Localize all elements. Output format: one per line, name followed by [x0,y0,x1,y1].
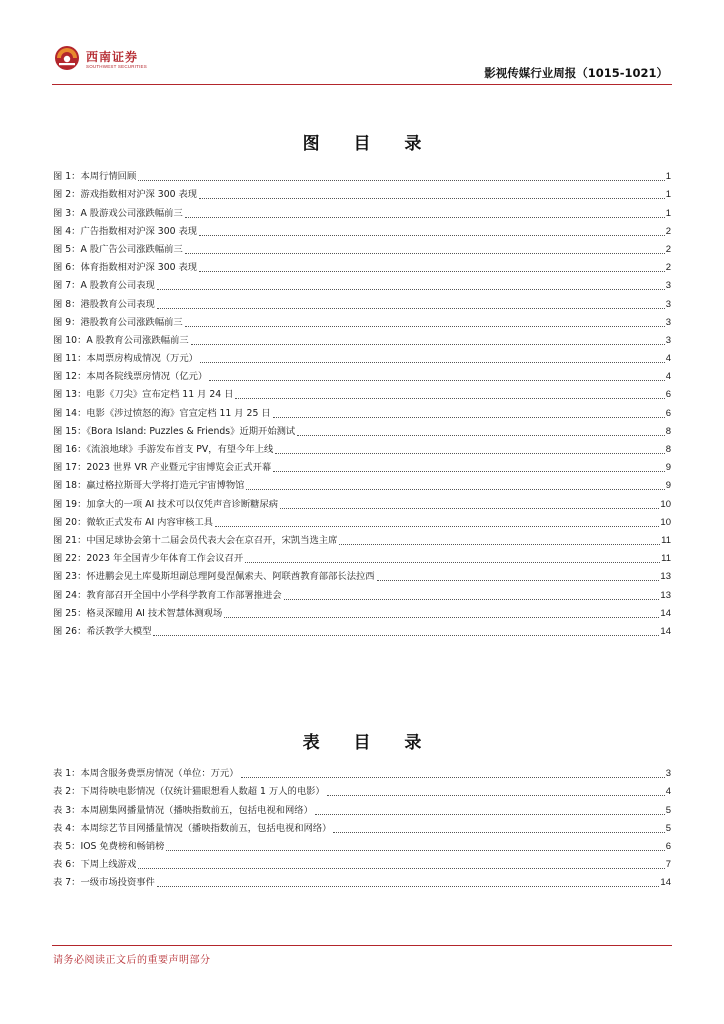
toc-page-number: 14 [660,625,671,637]
figure-toc-list [53,165,671,638]
toc-leader-dots [185,326,665,327]
toc-entry-label: 图 1：本周行情回顾 [53,171,137,183]
toc-leader-dots [153,635,659,636]
toc-page-number: 13 [660,571,671,583]
toc-entry[interactable] [53,311,671,329]
toc-page-number: 6 [665,407,671,419]
toc-leader-dots [245,562,660,563]
toc-entry[interactable] [53,762,671,780]
toc-entry-label: 图 24：教育部召开全国中小学科学教育工作部署推进会 [53,589,282,601]
toc-entry[interactable] [53,165,671,183]
toc-entry[interactable] [53,420,671,438]
footer-divider [52,945,672,946]
toc-leader-dots [275,453,664,454]
toc-page-number: 9 [665,462,671,474]
toc-page-number: 4 [665,786,671,798]
toc-page-number: 11 [661,553,671,565]
toc-page-number: 2 [665,262,671,274]
toc-entry[interactable] [53,565,671,583]
toc-page-number: 1 [665,207,671,219]
toc-leader-dots [157,886,660,887]
toc-leader-dots [273,471,665,472]
toc-leader-dots [191,344,665,345]
toc-leader-dots [199,271,665,272]
toc-entry-label: 图 19：加拿大的一项 AI 技术可以仅凭声音诊断糖尿病 [53,498,279,510]
toc-entry-label: 图 18：赢过格拉斯哥大学将打造元宇宙博物馆 [53,480,245,492]
toc-entry[interactable] [53,547,671,565]
toc-entry[interactable] [53,780,671,798]
toc-entry-label: 表 2：下周待映电影情况（仅统计猫眼想看人数超 1 万人的电影） [53,786,325,798]
figure-toc-title: 图 目 录 [302,134,436,154]
toc-entry-label: 图 16：《流浪地球》手游发布首支 PV，有望今年上线 [53,444,274,455]
toc-entry[interactable] [53,292,671,310]
toc-leader-dots [157,308,665,309]
logo-icon [54,44,80,72]
toc-entry-label: 图 15：《Bora Island: Puzzles & Friends》近期开始测试 [53,425,296,437]
toc-entry-label: 表 6：下周上线游戏 [53,859,137,871]
toc-page-number: 10 [660,498,671,510]
toc-entry-label: 图 4：广告指数相对沪深 300 表现 [53,225,198,237]
toc-page-number: 3 [665,298,671,310]
toc-leader-dots [377,580,660,581]
toc-entry[interactable] [53,365,671,383]
toc-entry[interactable] [53,474,671,492]
table-toc-title: 表 目 录 [302,733,436,753]
toc-leader-dots [138,180,664,181]
toc-entry-label: 图 8：港股教育公司表现 [53,298,155,310]
toc-entry-label: 图 26：希沃教学大模型 [53,625,152,637]
toc-leader-dots [333,832,664,833]
toc-entry[interactable] [53,871,671,889]
toc-entry-label: 表 4：本周综艺节目网播量情况（播映指数前五，包括电视和网络） [53,822,332,834]
toc-entry[interactable] [53,183,671,201]
toc-entry-label: 图 6：体育指数相对沪深 300 表现 [53,262,198,274]
toc-entry[interactable] [53,798,671,816]
toc-leader-dots [166,850,664,851]
header-divider [52,84,672,85]
toc-leader-dots [157,289,665,290]
toc-entry-label: 表 1：本周含服务费票房情况（单位：万元） [53,768,239,780]
toc-entry-label: 图 7：A 股教育公司表现 [53,280,155,292]
table-toc-list [53,762,671,889]
toc-leader-dots [280,508,659,509]
toc-entry[interactable] [53,817,671,835]
toc-page-number: 3 [665,280,671,292]
toc-entry[interactable] [53,383,671,401]
toc-leader-dots [138,868,664,869]
toc-leader-dots [224,617,659,618]
toc-entry-label: 表 7：一级市场投资事件 [53,877,155,889]
toc-leader-dots [273,417,665,418]
toc-entry-label: 图 21：中国足球协会第十二届会员代表大会在京召开，宋凯当选主席 [53,534,338,546]
toc-page-number: 14 [660,607,671,619]
toc-entry[interactable] [53,201,671,219]
toc-page-number: 6 [665,840,671,852]
toc-page-number: 14 [660,877,671,889]
report-title: 影视传媒行业周报（1015-1021） [484,66,668,80]
toc-entry[interactable] [53,347,671,365]
toc-page-number: 3 [665,334,671,346]
toc-entry[interactable] [53,274,671,292]
toc-page-number: 2 [665,243,671,255]
toc-entry-label: 图 5：A 股广告公司涨跌幅前三 [53,243,183,255]
toc-leader-dots [185,253,665,254]
toc-page-number: 4 [665,371,671,383]
toc-entry[interactable] [53,529,671,547]
toc-entry-label: 图 25：格灵深瞳用 AI 技术智慧体测观场 [53,607,223,619]
footer-disclaimer: 请务必阅读正文后的重要声明部分 [53,955,211,966]
toc-entry[interactable] [53,835,671,853]
toc-page-number: 8 [665,425,671,437]
toc-page-number: 6 [665,389,671,401]
toc-leader-dots [284,599,660,600]
toc-entry-label: 图 17：2023 世界 VR 产业暨元宇宙博览会正式开幕 [53,462,272,474]
toc-page-number: 1 [665,189,671,201]
toc-entry[interactable] [53,853,671,871]
toc-entry[interactable] [53,401,671,419]
toc-page-number: 3 [665,316,671,328]
toc-leader-dots [209,380,664,381]
brand-logo [54,44,164,74]
toc-page-number: 7 [665,859,671,871]
toc-page-number: 13 [660,589,671,601]
logo-english-name: SOUTHWEST SECURITIES [86,64,147,69]
toc-page-number: 11 [661,534,671,546]
toc-page-number: 4 [665,353,671,365]
toc-entry-label: 图 10：A 股教育公司涨跌幅前三 [53,334,189,346]
toc-page-number: 5 [665,822,671,834]
toc-leader-dots [327,795,665,796]
toc-leader-dots [200,362,665,363]
toc-page-number: 9 [665,480,671,492]
toc-entry[interactable] [53,329,671,347]
toc-entry[interactable] [53,256,671,274]
toc-entry-label: 图 14：电影《涉过愤怒的海》官宣定档 11 月 25 日 [53,407,271,419]
toc-page-number: 5 [665,804,671,816]
toc-page-number: 10 [660,516,671,528]
toc-leader-dots [199,198,665,199]
toc-entry-label: 图 11：本周票房构成情况（万元） [53,353,198,365]
toc-leader-dots [297,435,664,436]
toc-entry-label: 图 22：2023 年全国青少年体育工作会议召开 [53,553,244,565]
logo-chinese-name: 西南证券 [86,50,139,64]
toc-entry[interactable] [53,602,671,620]
toc-entry-label: 表 3：本周剧集网播量情况（播映指数前五，包括电视和网络） [53,804,313,816]
toc-page-number: 1 [665,171,671,183]
toc-leader-dots [339,544,660,545]
toc-entry[interactable] [53,583,671,601]
toc-entry[interactable] [53,238,671,256]
toc-entry-label: 图 20：微软正式发布 AI 内容审核工具 [53,516,213,528]
toc-leader-dots [241,777,665,778]
toc-entry[interactable] [53,438,671,456]
toc-page-number: 8 [665,444,671,455]
toc-entry[interactable] [53,220,671,238]
toc-leader-dots [215,526,659,527]
toc-entry-label: 图 3：A 股游戏公司涨跌幅前三 [53,207,183,219]
toc-entry[interactable] [53,620,671,638]
toc-leader-dots [246,489,664,490]
toc-entry-label: 图 23：怀进鹏会见土库曼斯坦副总理阿曼涅佩索夫、阿联酋教育部部长法拉西 [53,571,375,583]
toc-entry-label: 图 9：港股教育公司涨跌幅前三 [53,316,183,328]
toc-entry-label: 表 5：IOS 免费榜和畅销榜 [53,840,165,852]
toc-leader-dots [199,235,665,236]
toc-leader-dots [235,398,664,399]
toc-page-number: 3 [665,768,671,780]
toc-page-number: 2 [665,225,671,237]
toc-entry-label: 图 12：本周各院线票房情况（亿元） [53,371,208,383]
toc-entry-label: 图 13：电影《刀尖》宣布定档 11 月 24 日 [53,389,234,401]
toc-entry[interactable] [53,492,671,510]
toc-leader-dots [315,814,665,815]
toc-leader-dots [185,217,665,218]
toc-entry[interactable] [53,456,671,474]
toc-entry-label: 图 2：游戏指数相对沪深 300 表现 [53,189,198,201]
toc-entry[interactable] [53,511,671,529]
